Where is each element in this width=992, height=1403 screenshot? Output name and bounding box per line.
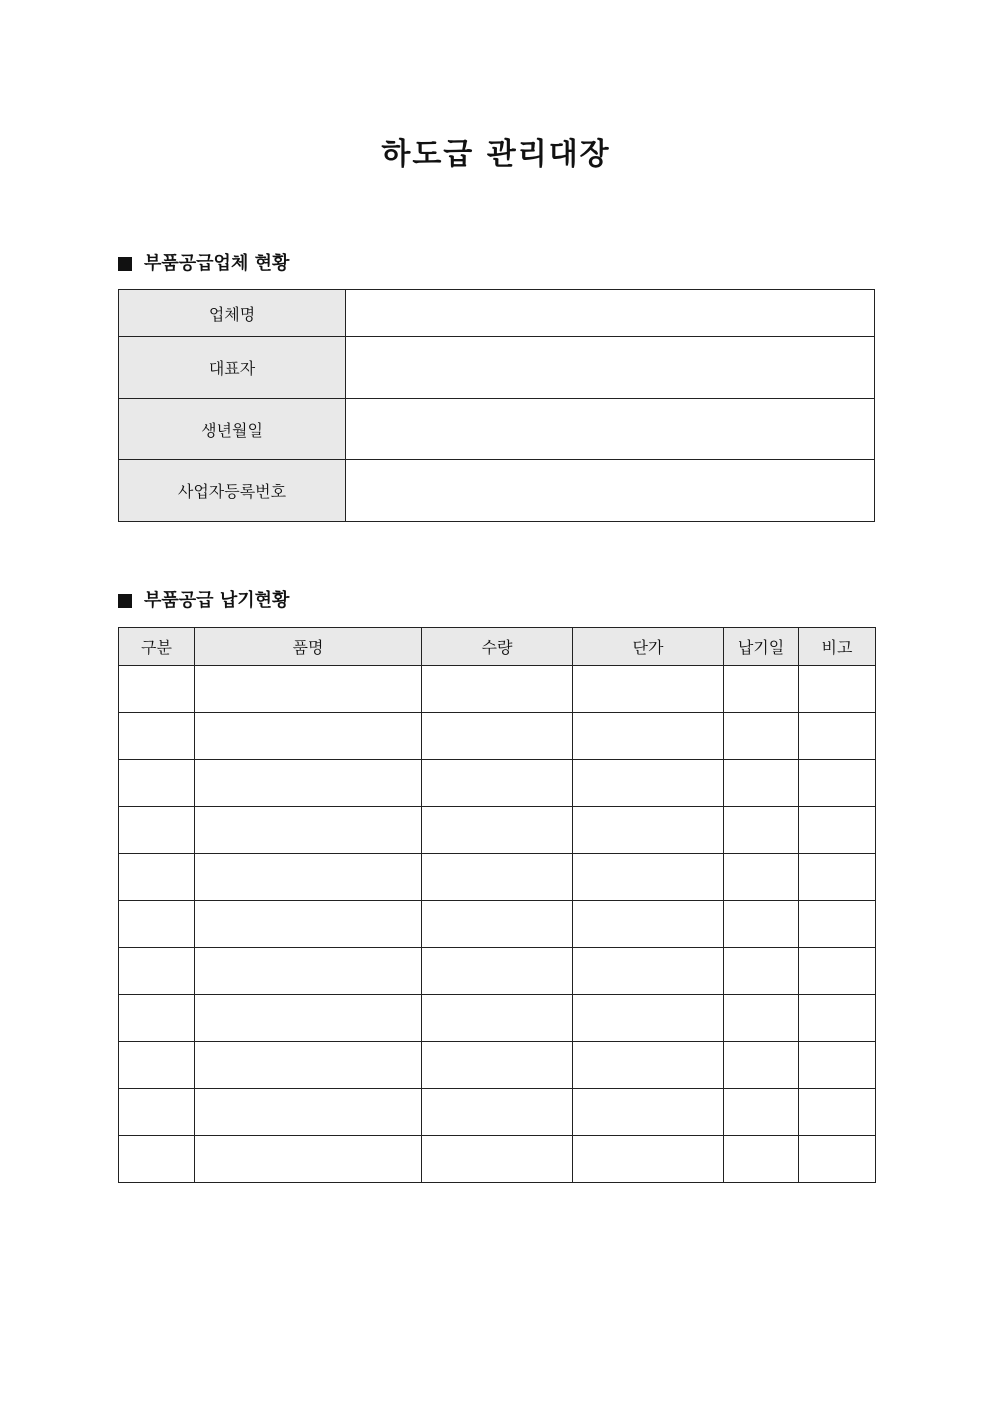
delivery-table-row (119, 901, 876, 948)
square-bullet-icon (118, 594, 132, 608)
category-cell[interactable] (119, 948, 195, 995)
category-cell[interactable] (119, 1136, 195, 1183)
column-header-quantity: 수량 (422, 628, 573, 666)
due-date-cell[interactable] (724, 901, 799, 948)
category-cell[interactable] (119, 854, 195, 901)
representative-field[interactable] (346, 337, 875, 399)
category-cell[interactable] (119, 1042, 195, 1089)
delivery-table-body (119, 666, 876, 1183)
quantity-cell[interactable] (422, 1136, 573, 1183)
unit-price-cell[interactable] (573, 854, 724, 901)
supplier-info-row (119, 460, 875, 522)
supplier-section-heading-text: 부품공급업체 현황 (144, 253, 290, 274)
delivery-table-row (119, 948, 876, 995)
remarks-cell[interactable] (799, 995, 876, 1042)
quantity-cell[interactable] (422, 666, 573, 713)
due-date-cell[interactable] (724, 807, 799, 854)
business-registration-number-label: 사업자등록번호 (119, 460, 346, 522)
supplier-info-row (119, 290, 875, 337)
delivery-table-row (119, 854, 876, 901)
category-cell[interactable] (119, 760, 195, 807)
quantity-cell[interactable] (422, 901, 573, 948)
unit-price-cell[interactable] (573, 1089, 724, 1136)
supplier-info-row (119, 399, 875, 460)
supplier-section-heading (118, 251, 289, 277)
remarks-cell[interactable] (799, 1136, 876, 1183)
item-name-cell[interactable] (195, 1089, 422, 1136)
remarks-cell[interactable] (799, 948, 876, 995)
delivery-table-row (119, 666, 876, 713)
due-date-cell[interactable] (724, 1042, 799, 1089)
quantity-cell[interactable] (422, 760, 573, 807)
item-name-cell[interactable] (195, 995, 422, 1042)
remarks-cell[interactable] (799, 1042, 876, 1089)
remarks-cell[interactable] (799, 1089, 876, 1136)
unit-price-cell[interactable] (573, 901, 724, 948)
column-header-item-name: 품명 (195, 628, 422, 666)
unit-price-cell[interactable] (573, 1136, 724, 1183)
column-header-unit-price: 단가 (573, 628, 724, 666)
quantity-cell[interactable] (422, 995, 573, 1042)
item-name-cell[interactable] (195, 901, 422, 948)
delivery-table-row (119, 807, 876, 854)
delivery-table-row (119, 713, 876, 760)
category-cell[interactable] (119, 995, 195, 1042)
delivery-table-header-row (119, 628, 876, 666)
remarks-cell[interactable] (799, 854, 876, 901)
unit-price-cell[interactable] (573, 995, 724, 1042)
due-date-cell[interactable] (724, 948, 799, 995)
unit-price-cell[interactable] (573, 760, 724, 807)
remarks-cell[interactable] (799, 901, 876, 948)
birth-date-label: 생년월일 (119, 399, 346, 460)
due-date-cell[interactable] (724, 995, 799, 1042)
quantity-cell[interactable] (422, 948, 573, 995)
quantity-cell[interactable] (422, 713, 573, 760)
supplier-info-row (119, 337, 875, 399)
due-date-cell[interactable] (724, 713, 799, 760)
due-date-cell[interactable] (724, 666, 799, 713)
company-name-label: 업체명 (119, 290, 346, 337)
supplier-info-table (118, 289, 875, 522)
business-registration-number-field[interactable] (346, 460, 875, 522)
quantity-cell[interactable] (422, 1089, 573, 1136)
birth-date-field[interactable] (346, 399, 875, 460)
delivery-table-row (119, 1042, 876, 1089)
item-name-cell[interactable] (195, 1042, 422, 1089)
remarks-cell[interactable] (799, 713, 876, 760)
category-cell[interactable] (119, 713, 195, 760)
due-date-cell[interactable] (724, 854, 799, 901)
due-date-cell[interactable] (724, 760, 799, 807)
unit-price-cell[interactable] (573, 713, 724, 760)
column-header-category: 구분 (119, 628, 195, 666)
item-name-cell[interactable] (195, 854, 422, 901)
remarks-cell[interactable] (799, 807, 876, 854)
square-bullet-icon (118, 257, 132, 271)
quantity-cell[interactable] (422, 854, 573, 901)
category-cell[interactable] (119, 901, 195, 948)
company-name-field[interactable] (346, 290, 875, 337)
unit-price-cell[interactable] (573, 807, 724, 854)
item-name-cell[interactable] (195, 1136, 422, 1183)
document-title: 하도급 관리대장 (381, 137, 611, 172)
due-date-cell[interactable] (724, 1136, 799, 1183)
delivery-table-row (119, 1136, 876, 1183)
item-name-cell[interactable] (195, 713, 422, 760)
quantity-cell[interactable] (422, 807, 573, 854)
category-cell[interactable] (119, 666, 195, 713)
column-header-due-date: 납기일 (724, 628, 799, 666)
column-header-remarks: 비고 (799, 628, 876, 666)
unit-price-cell[interactable] (573, 666, 724, 713)
category-cell[interactable] (119, 807, 195, 854)
delivery-section-heading (118, 588, 289, 614)
delivery-table-row (119, 1089, 876, 1136)
item-name-cell[interactable] (195, 807, 422, 854)
item-name-cell[interactable] (195, 666, 422, 713)
delivery-status-table (118, 627, 876, 1183)
item-name-cell[interactable] (195, 760, 422, 807)
representative-label: 대표자 (119, 337, 346, 399)
remarks-cell[interactable] (799, 760, 876, 807)
remarks-cell[interactable] (799, 666, 876, 713)
unit-price-cell[interactable] (573, 1042, 724, 1089)
delivery-section-heading-text: 부품공급 납기현황 (144, 590, 290, 611)
delivery-table-row (119, 995, 876, 1042)
unit-price-cell[interactable] (573, 948, 724, 995)
item-name-cell[interactable] (195, 948, 422, 995)
due-date-cell[interactable] (724, 1089, 799, 1136)
delivery-table-row (119, 760, 876, 807)
category-cell[interactable] (119, 1089, 195, 1136)
quantity-cell[interactable] (422, 1042, 573, 1089)
